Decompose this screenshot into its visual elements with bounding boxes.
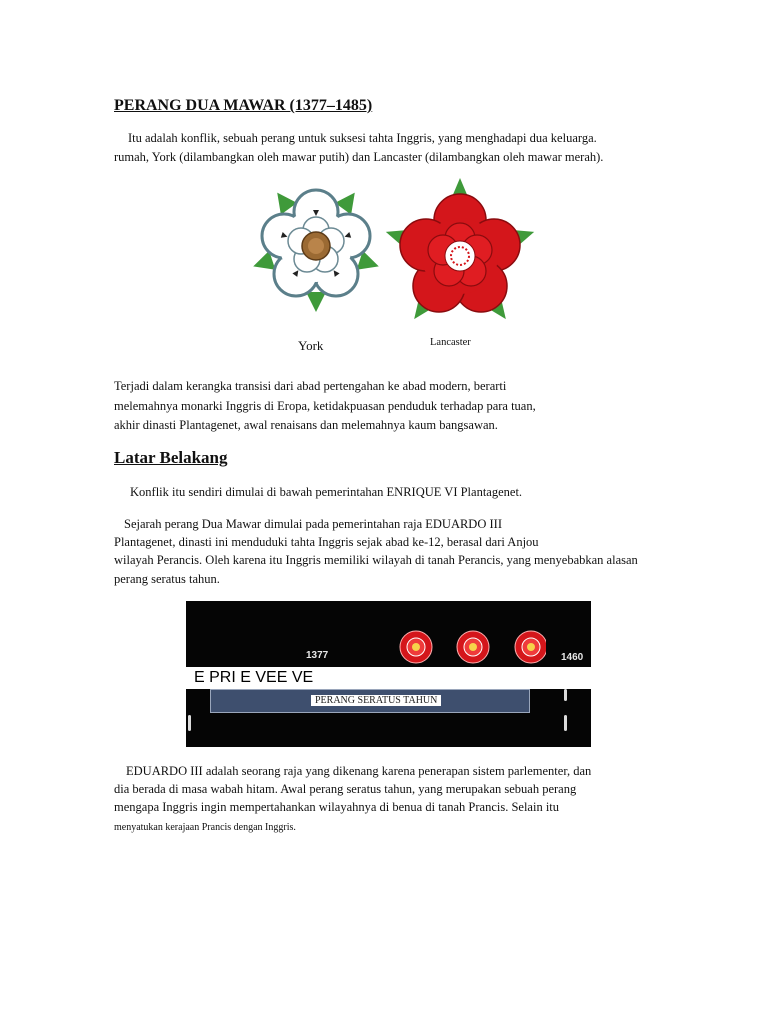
para5-line-3: mengapa Inggris ingin mempertahankan wilayahnya di benua di tanah Prancis. Selain itu bbox=[114, 800, 560, 814]
intro-line-1: Itu adalah konflik, sebuah perang untuk suksesi tahta Inggris, yang menghadapi dua keluarga. bbox=[128, 131, 597, 145]
para4-line-3: wilayah Perancis. Oleh karena itu Inggris memiliki wilayah di tanah Perancis, yang menyebabkan alasan bbox=[114, 553, 638, 567]
timeline-tick bbox=[564, 689, 567, 701]
para4-line-1: Sejarah perang Dua Mawar dimulai pada pemerintahan raja EDUARDO III bbox=[124, 517, 502, 531]
para2-line-2: melemahnya monarki Inggris di Eropa, ketidakpuasan penduduk terhadap para tuan, bbox=[114, 399, 536, 413]
section-heading-latar-belakang: Latar Belakang bbox=[114, 448, 228, 467]
roses-svg bbox=[238, 178, 538, 356]
lancaster-red-rose bbox=[382, 178, 537, 326]
hundred-years-war-bar bbox=[210, 689, 530, 713]
intro-line-2: rumah, York (dilambangkan oleh mawar putih) dan Lancaster (dilambangkan oleh mawar merah). bbox=[114, 150, 604, 164]
tudor-rose-icon bbox=[515, 631, 546, 663]
timeline-tick bbox=[188, 715, 191, 731]
para5-line-2: dia berada di masa wabah hitam. Awal perang seratus tahun, yang merupakan sebuah perang bbox=[114, 782, 577, 796]
para3: Konflik itu sendiri dimulai di bawah pemerintahan ENRIQUE VI Plantagenet. bbox=[130, 485, 523, 499]
timeline-band-text: E PRI E VEE VE bbox=[186, 667, 591, 689]
para5-line-1: EDUARDO III adalah seorang raja yang dikenang karena penerapan sistem parlementer, dan bbox=[126, 764, 592, 778]
timeline-year-start: 1377 bbox=[306, 650, 329, 661]
para4-line-4: perang seratus tahun. bbox=[114, 572, 220, 586]
york-label: York bbox=[298, 338, 324, 353]
para2-line-1: Terjadi dalam kerangka transisi dari abad pertengahan ke abad modern, berarti bbox=[114, 379, 507, 393]
york-white-rose bbox=[250, 187, 382, 312]
para2-line-3: akhir dinasti Plantagenet, awal renaisans dan melemahnya kaum bangsawan. bbox=[114, 418, 498, 432]
timeline-roses bbox=[396, 627, 546, 667]
roses-illustration bbox=[238, 178, 538, 356]
hundred-years-war-label: PERANG SERATUS TAHUN bbox=[311, 695, 441, 706]
para4-line-2: Plantagenet, dinasti ini menduduki tahta Inggris sejak abad ke-12, berasal dari Anjou bbox=[114, 535, 539, 549]
timeline-year-end: 1460 bbox=[561, 652, 584, 663]
timeline-image bbox=[186, 601, 591, 747]
lancaster-label: Lancaster bbox=[430, 337, 471, 348]
para5-line-4: menyatukan kerajaan Prancis dengan Inggris. bbox=[114, 822, 296, 833]
page-title: PERANG DUA MAWAR (1377–1485) bbox=[114, 97, 373, 114]
tudor-rose-icon bbox=[400, 631, 432, 663]
tudor-rose-icon bbox=[457, 631, 489, 663]
timeline-tick bbox=[564, 715, 567, 731]
